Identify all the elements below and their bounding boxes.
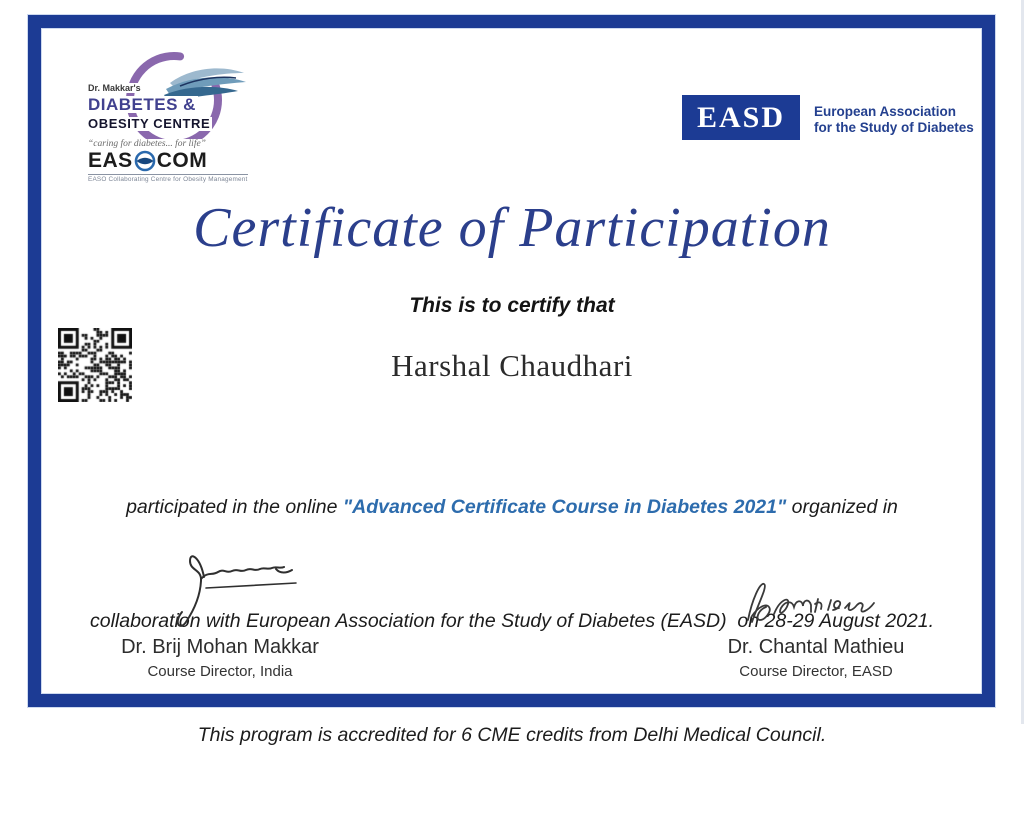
signatory-left [80,636,360,680]
certify-line: This is to certify that [409,294,615,317]
makkar-prefix: Dr. Makkar's [88,83,141,93]
signature-left-icon [148,543,313,635]
body-line1-pre: participated in the online [126,496,343,518]
easocom-logo [88,150,248,183]
body-line-1 [40,488,984,526]
makkar-line1: DIABETES & [88,95,196,114]
recipient-name: Harshal Chaudhari [391,348,633,383]
body-line-2: collaboration with European Association for the Study of Diabetes (EASD) on 28-29 August 2021. [89,610,935,632]
makkar-line2: OBESITY CENTRE [88,116,211,131]
signatory-left-role: Course Director, India [147,663,293,680]
easd-logo-name [814,104,974,136]
easd-name-line2: for the Study of Diabetes [814,120,974,135]
signatory-right-name: Dr. Chantal Mathieu [727,636,905,658]
signatory-left-name: Dr. Brij Mohan Makkar [121,636,319,658]
makkar-logo [70,52,255,157]
lens-o-icon [134,150,156,172]
easd-name-line1: European Association [814,104,957,119]
easocom-name-left: EAS [88,149,133,172]
signature-right-icon [718,574,903,632]
body-line-3: This program is accredited for 6 CME credits from Delhi Medical Council. [197,724,827,746]
easd-logo-box: EASD [682,95,800,140]
makkar-tagline: “caring for diabetes... for life” [88,139,206,149]
easocom-name-right: COM [156,149,208,172]
certificate-title: Certificate of Participation [193,197,831,259]
easocom-name [88,150,248,172]
signatory-right-role: Course Director, EASD [739,663,893,680]
easocom-tagline: EASO Collaborating Centre for Obesity Management [88,176,248,183]
makkar-logo-text [88,78,212,151]
body-line1-post: organized in [786,496,898,518]
course-name: "Advanced Certificate Course in Diabetes 2021" [342,496,787,518]
qr-code [58,328,132,402]
signatory-right [676,636,956,680]
